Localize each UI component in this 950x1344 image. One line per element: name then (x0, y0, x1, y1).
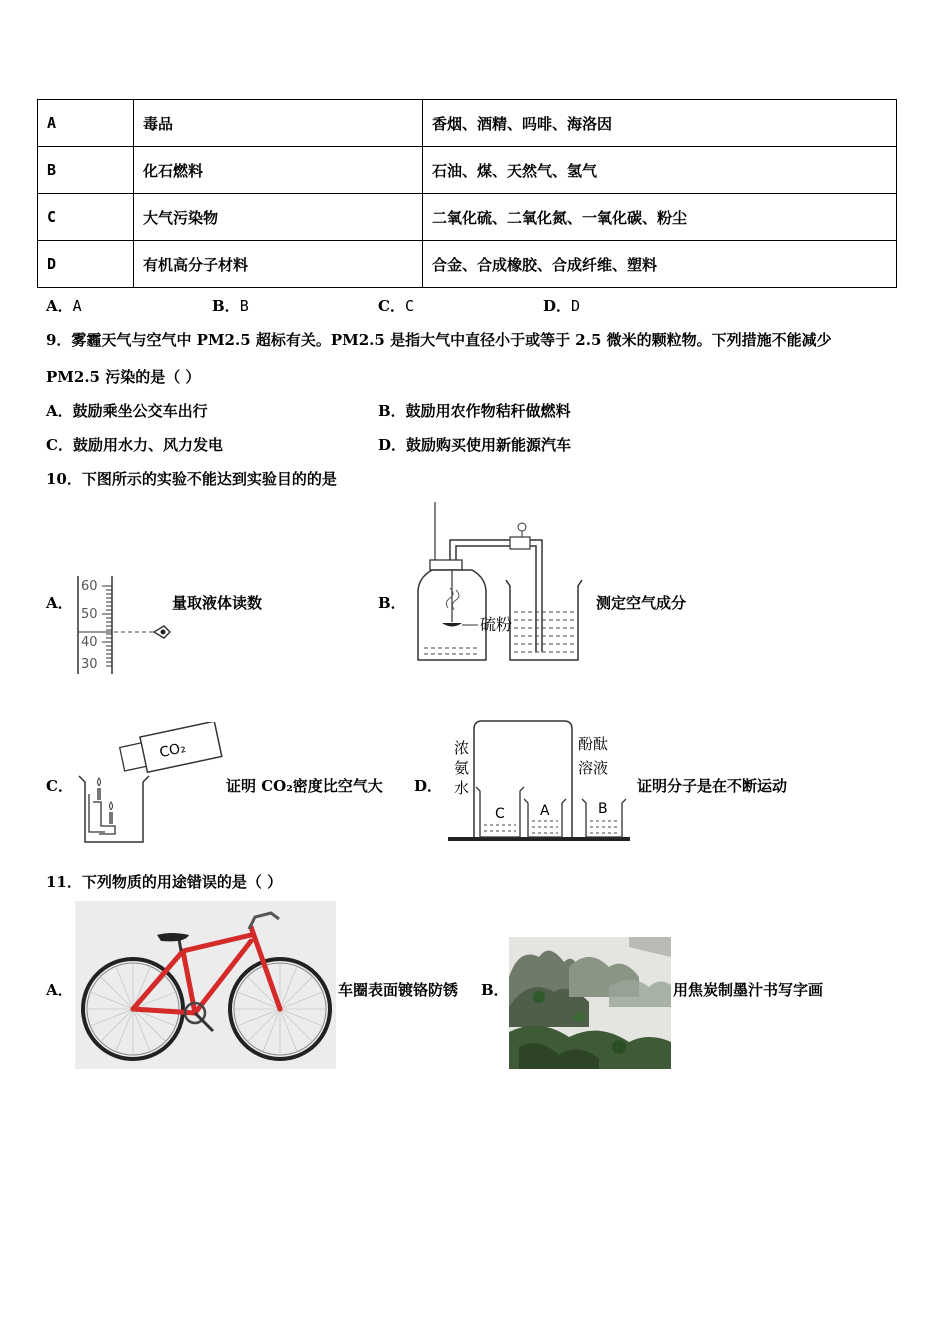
option-prefix: D． (543, 297, 572, 315)
ink-painting-image (509, 937, 671, 1069)
q10-option-d-text: 证明分子是在不断运动 (637, 777, 788, 795)
option-value: C (404, 297, 414, 315)
row-category: 毒品 (134, 100, 423, 147)
q9-stem-line2: PM2.5 污染的是（ ） (46, 368, 201, 386)
q10-option-c-text: 证明 CO₂密度比空气大 (226, 777, 383, 795)
q10-stem: 10．下图所示的实验不能达到实验目的的是 (46, 470, 337, 488)
q8-option-c[interactable] (378, 295, 414, 316)
tick-label: 50 (81, 607, 98, 622)
row-category: 大气污染物 (134, 194, 423, 241)
sulfur-label: 硫粉 (480, 615, 513, 634)
q8-option-b[interactable] (212, 295, 249, 316)
option-prefix: B． (212, 297, 240, 315)
q9-option-d[interactable]: D．鼓励购买使用新能源汽车 (378, 436, 572, 454)
q11-option-a-text: 车圈表面镀铬防锈 (338, 981, 459, 999)
q10-option-b-text: 测定空气成分 (596, 594, 687, 612)
q8-option-d[interactable] (543, 295, 580, 316)
beaker-b-label: B (598, 801, 608, 817)
ammonia-label-3: 水 (454, 779, 470, 797)
tick-label: 30 (81, 657, 98, 672)
classification-table (37, 99, 897, 288)
option-value: A (72, 297, 82, 315)
q11-option-a-label[interactable]: A． (46, 981, 73, 999)
beaker-c-label: C (495, 806, 505, 822)
co2-gas-label: CO₂ (158, 739, 188, 762)
row-items: 香烟、酒精、吗啡、海洛因 (423, 100, 897, 147)
option-value: B (239, 297, 249, 315)
q10-option-a-label[interactable]: A． (46, 594, 73, 612)
eye-icon (154, 626, 170, 638)
q11-stem: 11．下列物质的用途错误的是（ ） (46, 873, 283, 891)
molecule-motion-diagram (446, 715, 632, 845)
phenolphthalein-label-1: 酚酞 (578, 735, 609, 753)
option-value: D (571, 297, 581, 315)
q11-option-b-label[interactable]: B． (481, 981, 509, 999)
air-composition-apparatus-diagram (410, 500, 590, 668)
q10-option-a-text: 量取液体读数 (172, 594, 263, 612)
q9-option-b[interactable]: B．鼓励用农作物秸秆做燃料 (378, 402, 571, 420)
row-items: 合金、合成橡胶、合成纤维、塑料 (423, 241, 897, 288)
row-category: 有机高分子材料 (134, 241, 423, 288)
option-prefix: A． (46, 297, 73, 315)
row-letter: A (38, 100, 134, 147)
ammonia-label-1: 浓 (454, 739, 470, 757)
table-row (38, 241, 897, 288)
q10-option-d-label[interactable]: D． (414, 777, 443, 795)
q11-option-b-text: 用焦炭制墨汁书写字画 (673, 981, 824, 999)
ammonia-label-2: 氨 (454, 759, 470, 777)
q10-option-b-label[interactable]: B． (378, 594, 406, 612)
row-letter: C (38, 194, 134, 241)
table-row (38, 100, 897, 147)
q9-option-a[interactable]: A．鼓励乘坐公交车出行 (46, 402, 208, 420)
q8-option-a[interactable] (46, 295, 82, 316)
row-items: 二氧化硫、二氧化氮、一氧化碳、粉尘 (423, 194, 897, 241)
graduated-cylinder-diagram (72, 574, 177, 678)
q9-option-c[interactable]: C．鼓励用水力、风力发电 (46, 436, 223, 454)
row-letter: D (38, 241, 134, 288)
q10-option-c-label[interactable]: C． (46, 777, 73, 795)
row-items: 石油、煤、天然气、氢气 (423, 147, 897, 194)
tick-label: 60 (81, 579, 98, 594)
co2-pouring-diagram (75, 722, 225, 846)
bicycle-image (75, 901, 336, 1069)
option-prefix: C． (378, 297, 405, 315)
row-letter: B (38, 147, 134, 194)
row-category: 化石燃料 (134, 147, 423, 194)
q9-stem-line1: 9．雾霾天气与空气中 PM2.5 超标有关。PM2.5 是指大气中直径小于或等于 2.5 微米的颗粒物。下列措施不能减少 (46, 331, 832, 349)
phenolphthalein-label-2: 溶液 (578, 759, 609, 777)
table-row (38, 194, 897, 241)
table-row (38, 147, 897, 194)
tick-label: 40 (81, 635, 98, 650)
beaker-a-label: A (540, 803, 550, 819)
